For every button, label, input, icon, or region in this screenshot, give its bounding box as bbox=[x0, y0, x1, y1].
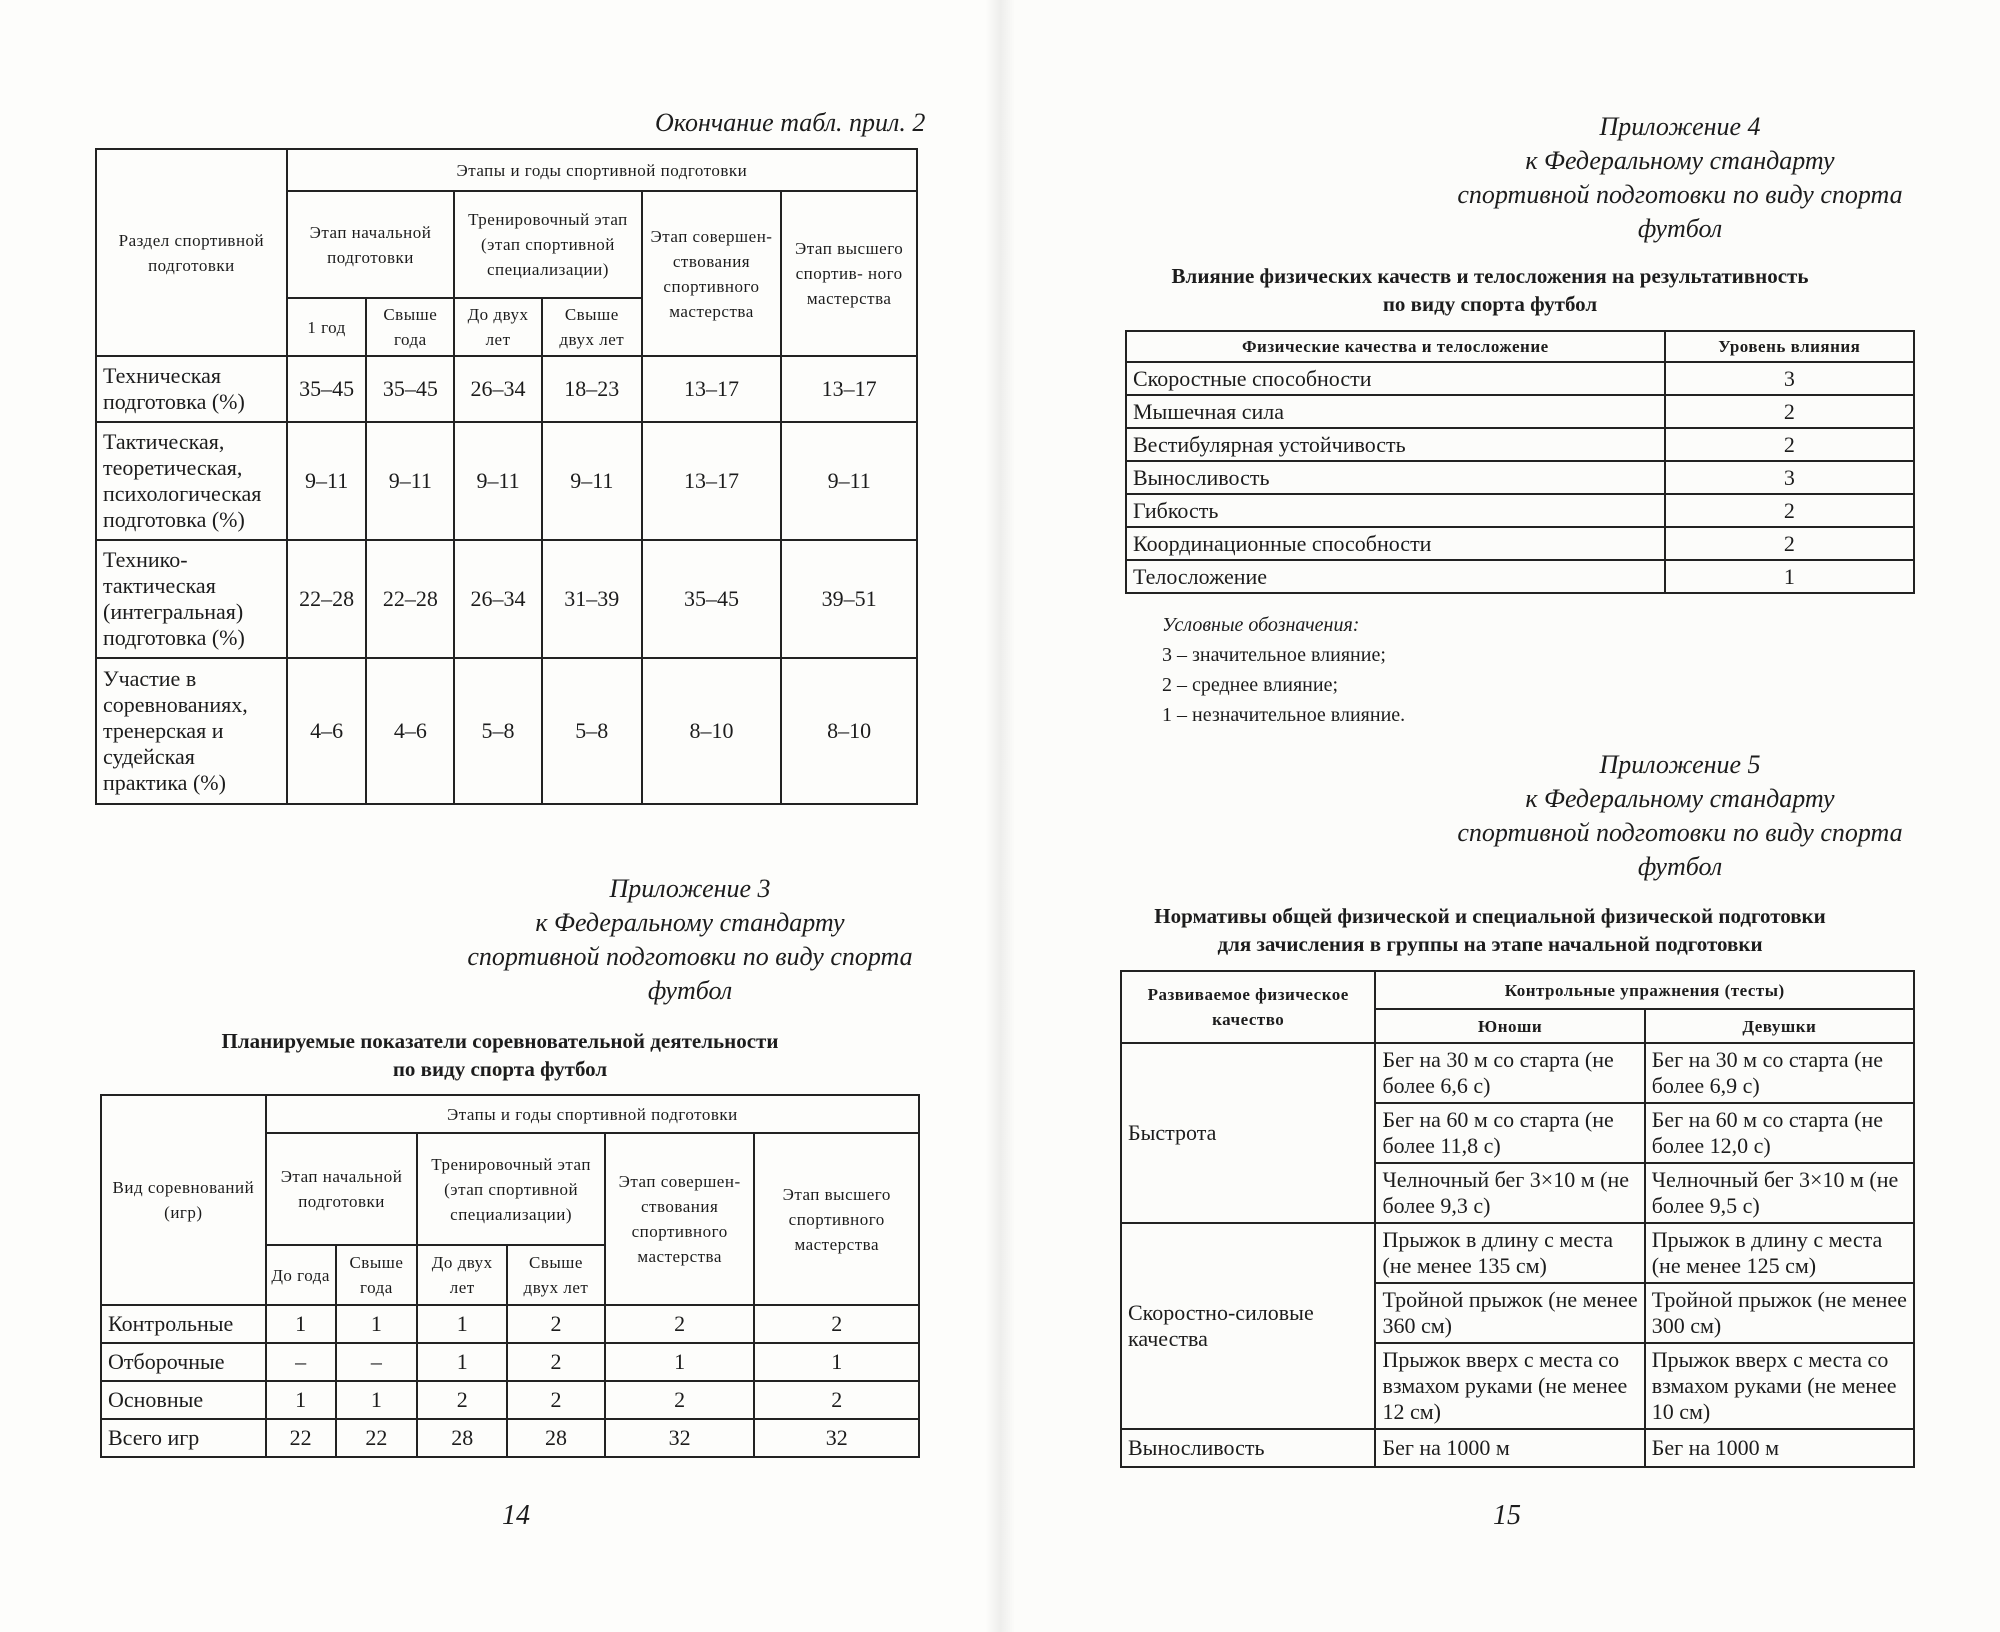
cell: Тройной прыжок (не менее 300 см) bbox=[1645, 1283, 1914, 1343]
cell: Бег на 1000 м bbox=[1645, 1429, 1914, 1467]
appendix-line: футбол bbox=[1637, 214, 1723, 243]
row-label: Координационные способности bbox=[1126, 527, 1665, 560]
cell: 2 bbox=[1665, 494, 1914, 527]
legend-item: 2 – среднее влияние; bbox=[1162, 674, 1339, 696]
appendix-5-heading bbox=[1420, 748, 1940, 884]
cell: 2 bbox=[507, 1305, 605, 1343]
header-girls: Девушки bbox=[1645, 1009, 1914, 1043]
header-year1: 1 год bbox=[287, 298, 367, 356]
table-row bbox=[96, 540, 917, 658]
cell: 31–39 bbox=[542, 540, 642, 658]
appendix-line: спортивной подготовки по виду спорта bbox=[1457, 180, 1903, 209]
row-label: Гибкость bbox=[1126, 494, 1665, 527]
table-row bbox=[101, 1381, 919, 1419]
continuation-note: Окончание табл. прил. 2 bbox=[655, 108, 926, 137]
appendix-line: спортивной подготовки по виду спорта bbox=[1457, 818, 1903, 847]
table-row bbox=[101, 1343, 919, 1381]
cell: Бег на 60 м со старта (не более 11,8 с) bbox=[1375, 1103, 1644, 1163]
cell: 32 bbox=[754, 1419, 919, 1457]
cell: – bbox=[336, 1343, 418, 1381]
table-row bbox=[96, 422, 917, 540]
cell: 2 bbox=[507, 1343, 605, 1381]
cell: 2 bbox=[605, 1305, 755, 1343]
header-stage-higher: Этап высшего спортивного мастерства bbox=[754, 1133, 919, 1305]
cell: 22 bbox=[336, 1419, 418, 1457]
row-label: Скоростные способности bbox=[1126, 362, 1665, 395]
cell: 32 bbox=[605, 1419, 755, 1457]
appendix-line: к Федеральному стандарту bbox=[1525, 146, 1835, 175]
cell: 1 bbox=[417, 1305, 507, 1343]
row-label: Контрольные bbox=[101, 1305, 266, 1343]
cell: Челночный бег 3×10 м (не более 9,5 с) bbox=[1645, 1163, 1914, 1223]
cell: Бег на 1000 м bbox=[1375, 1429, 1644, 1467]
cell: 28 bbox=[507, 1419, 605, 1457]
cell: 1 bbox=[266, 1381, 336, 1419]
row-label: Отборочные bbox=[101, 1343, 266, 1381]
cell: 2 bbox=[507, 1381, 605, 1419]
table-row bbox=[1126, 362, 1914, 395]
row-label: Всего игр bbox=[101, 1419, 266, 1457]
row-label: Телосложение bbox=[1126, 560, 1665, 593]
table-row bbox=[1126, 461, 1914, 494]
cell: Бег на 30 м со старта (не более 6,6 с) bbox=[1375, 1043, 1644, 1103]
cell: 35–45 bbox=[642, 540, 782, 658]
quality-speed: Быстрота bbox=[1121, 1043, 1375, 1223]
cell: 1 bbox=[336, 1305, 418, 1343]
cell: 13–17 bbox=[781, 356, 917, 422]
cell: Прыжок в длину с места (не менее 135 см) bbox=[1375, 1223, 1644, 1283]
header-over-two: Свыше двух лет bbox=[507, 1245, 605, 1305]
influence-table bbox=[1125, 330, 1915, 594]
header-over-year: Свыше года bbox=[366, 298, 454, 356]
title-line: Влияние физических качеств и телосложения на результативность bbox=[1171, 264, 1809, 288]
table-row bbox=[1126, 428, 1914, 461]
cell: Бег на 30 м со старта (не более 6,9 с) bbox=[1645, 1043, 1914, 1103]
cell: 9–11 bbox=[454, 422, 542, 540]
row-label: Выносливость bbox=[1126, 461, 1665, 494]
appendix-line: футбол bbox=[1637, 852, 1723, 881]
header-quality: Физические качества и телосложение bbox=[1126, 331, 1665, 362]
title-line: по виду спорта футбол bbox=[1382, 292, 1598, 316]
cell: 13–17 bbox=[642, 356, 782, 422]
appendix-line: к Федеральному стандарту bbox=[535, 908, 845, 937]
header-stage-initial: Этап начальной подготовки bbox=[287, 191, 454, 298]
cell: 5–8 bbox=[454, 658, 542, 804]
cell: 39–51 bbox=[781, 540, 917, 658]
cell: 4–6 bbox=[366, 658, 454, 804]
cell: 9–11 bbox=[366, 422, 454, 540]
cell: 4–6 bbox=[287, 658, 367, 804]
training-structure-table bbox=[95, 148, 918, 805]
cell: Челночный бег 3×10 м (не более 9,3 с) bbox=[1375, 1163, 1644, 1223]
table-row bbox=[1126, 527, 1914, 560]
title-line: Планируемые показатели соревновательной деятельности bbox=[221, 1029, 779, 1053]
competition-table bbox=[100, 1094, 920, 1458]
legend bbox=[1162, 610, 1405, 730]
header-group: Этапы и годы спортивной подготовки bbox=[287, 149, 917, 191]
row-label: Техническая подготовка (%) bbox=[96, 356, 287, 422]
quality-endurance: Выносливость bbox=[1121, 1429, 1375, 1467]
appendix-line: к Федеральному стандарту bbox=[1525, 784, 1835, 813]
table-row bbox=[1126, 560, 1914, 593]
cell: Бег на 60 м со старта (не более 12,0 с) bbox=[1645, 1103, 1914, 1163]
cell: 26–34 bbox=[454, 356, 542, 422]
header-stage-improve: Этап совершен- ствования спортивного мастерства bbox=[605, 1133, 755, 1305]
cell: 22–28 bbox=[366, 540, 454, 658]
cell: Прыжок в длину с места (не менее 125 см) bbox=[1645, 1223, 1914, 1283]
cell: 22–28 bbox=[287, 540, 367, 658]
header-stage-improve: Этап совершен- ствования спортивного мастерства bbox=[642, 191, 782, 356]
row-label: Участие в соревнованиях, тренерская и судейская практика (%) bbox=[96, 658, 287, 804]
cell: 3 bbox=[1665, 362, 1914, 395]
header-quality: Развиваемое физическое качество bbox=[1121, 971, 1375, 1043]
row-label: Тактическая, теоретическая, психологическая подготовка (%) bbox=[96, 422, 287, 540]
cell: 13–17 bbox=[642, 422, 782, 540]
right-page bbox=[1000, 0, 2000, 1632]
norms-table bbox=[1120, 970, 1915, 1468]
cell: 18–23 bbox=[542, 356, 642, 422]
cell: 2 bbox=[754, 1381, 919, 1419]
cell: 1 bbox=[266, 1305, 336, 1343]
cell: 28 bbox=[417, 1419, 507, 1457]
table-row bbox=[1121, 1429, 1914, 1467]
cell: 2 bbox=[605, 1381, 755, 1419]
header-section: Раздел спортивной подготовки bbox=[96, 149, 287, 356]
cell: 8–10 bbox=[642, 658, 782, 804]
header-up-to-two: До двух лет bbox=[417, 1245, 507, 1305]
appendix-line: футбол bbox=[647, 976, 733, 1005]
cell: 2 bbox=[1665, 428, 1914, 461]
appendix-4-heading bbox=[1420, 110, 1940, 246]
page-number: 14 bbox=[502, 1500, 530, 1531]
table4-title bbox=[1060, 902, 1920, 958]
table3-title bbox=[1060, 262, 1920, 318]
table-row bbox=[1126, 494, 1914, 527]
table-row bbox=[96, 356, 917, 422]
header-stage-initial: Этап начальной подготовки bbox=[266, 1133, 418, 1245]
cell: 35–45 bbox=[287, 356, 367, 422]
cell: 2 bbox=[1665, 395, 1914, 428]
appendix-line: Приложение 3 bbox=[609, 874, 771, 903]
cell: 9–11 bbox=[781, 422, 917, 540]
page-number: 15 bbox=[1493, 1500, 1521, 1531]
cell: Тройной прыжок (не менее 360 см) bbox=[1375, 1283, 1644, 1343]
table-row bbox=[1126, 395, 1914, 428]
appendix-line: Приложение 5 bbox=[1599, 750, 1761, 779]
header-stage-higher: Этап высшего спортив- ного мастерства bbox=[781, 191, 917, 356]
cell: 26–34 bbox=[454, 540, 542, 658]
row-label: Технико-тактическая (интегральная) подготовка (%) bbox=[96, 540, 287, 658]
appendix-line: спортивной подготовки по виду спорта bbox=[467, 942, 913, 971]
table2-title bbox=[120, 1027, 880, 1083]
title-line: по виду спорта футбол bbox=[392, 1057, 608, 1081]
legend-item: 1 – незначительное влияние. bbox=[1162, 704, 1406, 726]
quality-speed-strength: Скоростно-силовые качества bbox=[1121, 1223, 1375, 1429]
header-stage-training: Тренировочный этап (этап спортивной специализации) bbox=[417, 1133, 605, 1245]
title-line: для зачисления в группы на этапе начальной подготовки bbox=[1217, 932, 1763, 956]
cell: Прыжок вверх с места со взмахом руками (не менее 10 см) bbox=[1645, 1343, 1914, 1429]
row-label: Мышечная сила bbox=[1126, 395, 1665, 428]
cell: 9–11 bbox=[542, 422, 642, 540]
cell: 2 bbox=[1665, 527, 1914, 560]
header-kind: Вид соревнований (игр) bbox=[101, 1095, 266, 1305]
cell: 5–8 bbox=[542, 658, 642, 804]
header-level: Уровень влияния bbox=[1665, 331, 1914, 362]
cell: 22 bbox=[266, 1419, 336, 1457]
cell: 1 bbox=[605, 1343, 755, 1381]
table-row bbox=[1121, 1223, 1914, 1283]
appendix-line: Приложение 4 bbox=[1599, 112, 1761, 141]
legend-title: Условные обозначения: bbox=[1162, 614, 1360, 636]
header-over-year: Свыше года bbox=[336, 1245, 418, 1305]
header-up-to-two: До двух лет bbox=[454, 298, 542, 356]
cell: 3 bbox=[1665, 461, 1914, 494]
legend-item: 3 – значительное влияние; bbox=[1162, 644, 1386, 666]
header-over-two: Свыше двух лет bbox=[542, 298, 642, 356]
cell: 1 bbox=[417, 1343, 507, 1381]
title-line: Нормативы общей физической и специальной физической подготовки bbox=[1154, 904, 1826, 928]
cell: 9–11 bbox=[287, 422, 367, 540]
cell: 1 bbox=[1665, 560, 1914, 593]
cell: 35–45 bbox=[366, 356, 454, 422]
row-label: Вестибулярная устойчивость bbox=[1126, 428, 1665, 461]
cell: 1 bbox=[754, 1343, 919, 1381]
cell: – bbox=[266, 1343, 336, 1381]
header-tests: Контрольные упражнения (тесты) bbox=[1375, 971, 1914, 1009]
header-boys: Юноши bbox=[1375, 1009, 1644, 1043]
cell: Прыжок вверх с места со взмахом руками (не менее 12 см) bbox=[1375, 1343, 1644, 1429]
cell: 8–10 bbox=[781, 658, 917, 804]
book-gutter bbox=[985, 0, 1015, 1632]
cell: 1 bbox=[336, 1381, 418, 1419]
header-up-to-year: До года bbox=[266, 1245, 336, 1305]
row-label: Основные bbox=[101, 1381, 266, 1419]
cell: 2 bbox=[754, 1305, 919, 1343]
header-stage-training: Тренировочный этап (этап спортивной специализации) bbox=[454, 191, 641, 298]
table-row bbox=[96, 658, 917, 804]
table-row bbox=[1121, 1043, 1914, 1103]
cell: 2 bbox=[417, 1381, 507, 1419]
header-group: Этапы и годы спортивной подготовки bbox=[266, 1095, 919, 1133]
table-row bbox=[101, 1419, 919, 1457]
table-row bbox=[101, 1305, 919, 1343]
appendix-3-heading bbox=[430, 872, 950, 1008]
